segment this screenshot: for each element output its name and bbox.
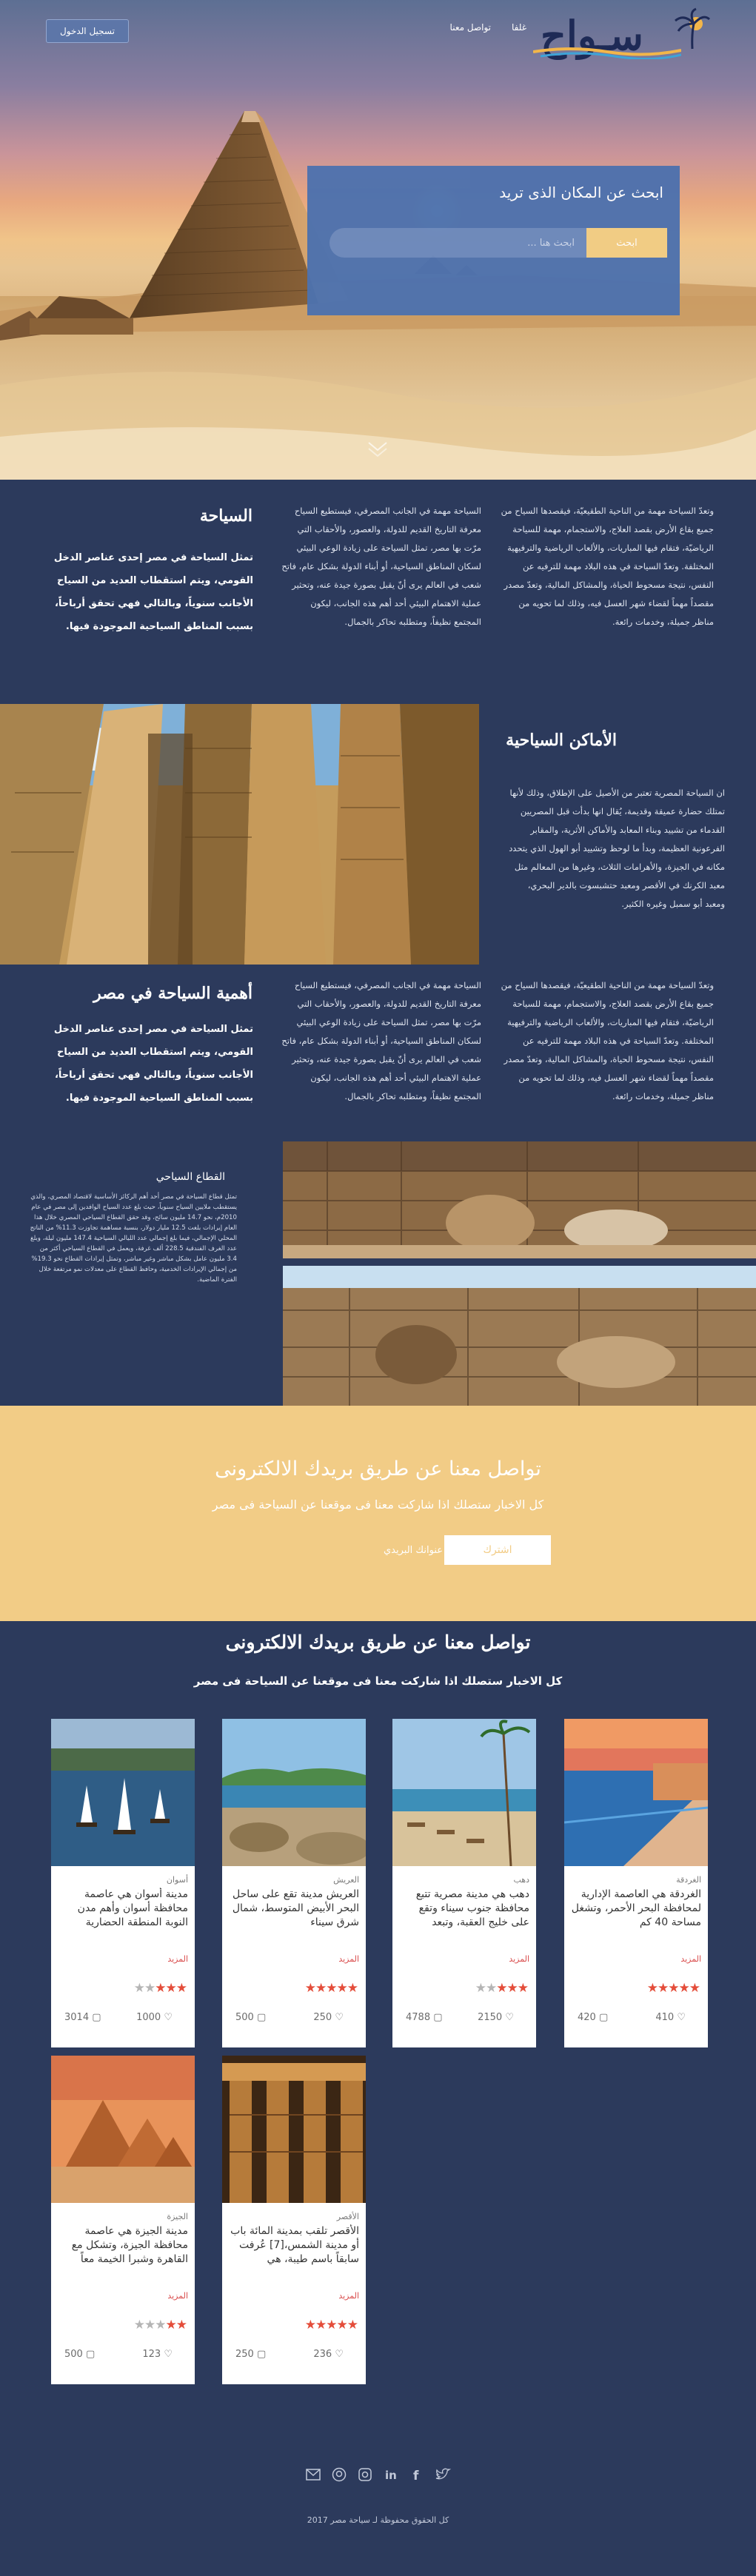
city-card[interactable] xyxy=(564,1719,708,2047)
views-count: 500 ▢ xyxy=(64,2349,96,2360)
importance-section xyxy=(0,965,756,1141)
copyright: كل الحقوق محفوظة لـ سياحة مصر 2017 xyxy=(307,2515,449,2525)
newsletter-section xyxy=(0,1406,756,1621)
search-title: ابحث عن المكان الذى تريد xyxy=(499,184,663,201)
city-name: العريش xyxy=(333,1875,359,1885)
likes-count: 236 ♡ xyxy=(313,2349,344,2360)
sector-text: تمثل قطاع السياحة في مصر أحد أهم الركائز الأساسية لاقتصاد المصري، والذي يستقطب ملايين السياح سنوياً، حيث بلغ عدد السياح الوافدين إلى مصر في عام 2010م، نحو 14.7 مليون سائح، وقد حقق القطاع السياحي المصري خلال هذا العام إيرادات بلغت 12.5 مليار دولار، بنسبة مساهمة تجاوزت 11.3% من الناتج المحلي الإجمالي، فيما بلغ إجمالي عدد الليالي السياحية 147.4 مليون ليلة، وبلغ عدد الغرف الفندقية 228.5 ألف غرفة، ويعمل في القطاع السياحي أكثر من 3.4 مليون عامل بشكل مباشر وغير مباشر، وتمثل إيرادات القطاع نحو 19.3% من إجمالي الإيرادات الخدمية، وحافظ القطاع على معدلات نمو مرتفعة خلال الفترة الماضية. xyxy=(30,1193,237,1284)
email-icon[interactable] xyxy=(305,2466,321,2483)
instagram-icon[interactable] xyxy=(357,2466,373,2483)
likes-count: 250 ♡ xyxy=(313,2012,344,2023)
star-filled-icon[interactable]: ★ xyxy=(315,1981,327,1996)
subscribe-button[interactable]: اشترك xyxy=(444,1535,551,1565)
views-count: 3014 ▢ xyxy=(64,2012,101,2023)
city-card[interactable] xyxy=(392,1719,536,2047)
city-name: الغردقة xyxy=(676,1875,701,1885)
more-link[interactable]: المزيد xyxy=(338,2291,359,2301)
search-input[interactable] xyxy=(330,228,586,258)
city-card[interactable] xyxy=(51,1719,195,2047)
star-filled-icon[interactable]: ★ xyxy=(658,1981,669,1996)
star-filled-icon[interactable]: ★ xyxy=(517,1981,528,1996)
palm-icon xyxy=(674,7,711,52)
star-filled-icon[interactable]: ★ xyxy=(155,1981,166,1996)
city-photo xyxy=(392,1719,536,1866)
star-filled-icon[interactable]: ★ xyxy=(304,1981,315,1996)
main-nav xyxy=(450,22,526,33)
star-filled-icon[interactable]: ★ xyxy=(326,1981,337,1996)
cities-title: تواصل معنا عن طريق بريدك الالكترونى xyxy=(225,1631,531,1653)
city-photo xyxy=(222,2056,366,2203)
email-field[interactable] xyxy=(351,1535,443,1565)
chevron-down-icon[interactable] xyxy=(366,438,389,460)
logo-wordmark: سـواح xyxy=(541,12,643,59)
places-section xyxy=(479,704,756,965)
rating-stars[interactable] xyxy=(134,1981,187,1996)
city-description: الغردقة هي العاصمة الإدارية لمحافظة البحر الأحمر، وتشغل مساحة 40 كم xyxy=(571,1888,701,1928)
star-filled-icon[interactable]: ★ xyxy=(678,1981,689,1996)
star-empty-icon[interactable]: ★ xyxy=(155,2318,166,2332)
social-links xyxy=(304,2466,452,2489)
hero-section xyxy=(0,0,756,480)
more-link[interactable]: المزيد xyxy=(167,2291,188,2301)
cities-subtitle: كل الاخبار ستصلك اذا شاركت معنا فى موقعنا عن السياحة فى مصر xyxy=(193,1674,563,1688)
places-text: ان السياحة المصرية تعتبر من الأصيل على الإطلاق، وذلك لأنها تمتلك حضارة عميقة وقديمة، يُقال انها بدأت قبل المصريين القدماء من تشييد وبناء المعابد والأماكن الأثرية، والمقابر الفرعونية العظيمة، وبدأ ما لوحظ وتشييد أبو الهول الذي يتحدد مكانه في الجيزة، والأهرامات الثلاث، وغيرها من المعالم مثل معبد الكرنك في الأقصر ومعبد حتشبسوت بالدير البحري، ومعبد أبو سمبل وغيره الكثير. xyxy=(509,788,725,909)
search-button[interactable]: ابحث xyxy=(586,228,667,258)
city-photo xyxy=(51,2056,195,2203)
star-filled-icon[interactable]: ★ xyxy=(506,1981,518,1996)
city-description: مدينة الجيزة هي عاصمة محافظة الجيزة، وتشكل مع القاهرة وشبرا الخيمة معاً xyxy=(71,2225,188,2265)
importance-lead: تمثل السياحة في مصر إحدى عناصر الدخل القومي، ويتم استقطاب العديد من السياح الأجانب سنوياً، وبالتالي فهي تحقق أرباحاً، بسبب المناطق السياحية الموجودة فيها. xyxy=(53,1024,253,1104)
star-empty-icon[interactable]: ★ xyxy=(133,2318,144,2332)
importance-text-right: وتعدّ السياحة مهمة من الناحية الطقيعيّة، فيقصدها السياح من جميع بقاع الأرض بقصد العلاج، والاستجمام، مهمة للسياحة الرياضيّة، فتقام فيها المباريات، والألعاب الرياضية والترفيهية المختلفة. وتعدّ السياحة في هذه البلاد مهمة للترفيه عن النفس، نتيجة مسحوط الحياة، والمشاكل المالية، وتعدّ مصدر مقصداً مهماً لقضاء شهر العسل فيه، وذلك لما تحويه من مناظر جميلة، وخدمات رائعة. xyxy=(501,980,714,1101)
city-description: العريش مدينة تقع على ساحل البحر الأبيض المتوسط، شمال شرق سيناء xyxy=(232,1888,359,1928)
twitter-icon[interactable] xyxy=(435,2466,451,2483)
city-card[interactable] xyxy=(222,1719,366,2047)
city-photo xyxy=(222,1719,366,1866)
city-name: الأقصر xyxy=(336,2212,359,2221)
star-filled-icon[interactable]: ★ xyxy=(646,1981,658,1996)
more-link[interactable]: المزيد xyxy=(167,1954,188,1964)
views-count: 4788 ▢ xyxy=(406,2012,443,2023)
star-filled-icon[interactable]: ★ xyxy=(347,1981,358,1996)
likes-count: 410 ♡ xyxy=(655,2012,686,2023)
more-link[interactable]: المزيد xyxy=(680,1954,701,1964)
city-description: مدينة أسوان هي عاصمة محافظة أسوان وأهم مدن النوبة المنطقة الحضارية xyxy=(77,1888,188,1928)
temple-columns-image xyxy=(0,704,479,965)
tourism-title: السياحة xyxy=(199,506,252,526)
places-title: الأماكن السياحية xyxy=(506,731,617,750)
rating-stars[interactable] xyxy=(305,2318,358,2332)
star-filled-icon[interactable]: ★ xyxy=(668,1981,679,1996)
star-filled-icon[interactable]: ★ xyxy=(315,2318,327,2332)
more-link[interactable]: المزيد xyxy=(509,1954,529,1964)
city-card[interactable] xyxy=(222,2056,366,2384)
star-filled-icon[interactable]: ★ xyxy=(175,1981,187,1996)
nav-item-contact[interactable]: تواصل معنا xyxy=(449,22,492,33)
star-filled-icon[interactable]: ★ xyxy=(165,1981,176,1996)
login-button[interactable]: تسجيل الدخول xyxy=(46,19,129,43)
search-panel xyxy=(307,166,680,315)
logo-wave xyxy=(533,46,681,59)
importance-title: أهمية السياحة في مصر xyxy=(93,984,252,1003)
star-filled-icon[interactable]: ★ xyxy=(326,2318,337,2332)
city-name: الجيزة xyxy=(167,2212,188,2221)
likes-count: 1000 ♡ xyxy=(136,2012,173,2023)
star-filled-icon[interactable]: ★ xyxy=(304,2318,315,2332)
star-filled-icon[interactable]: ★ xyxy=(336,1981,347,1996)
rating-stars[interactable] xyxy=(475,1981,528,1996)
nav-item-about[interactable]: غلفا xyxy=(512,22,526,33)
likes-count: 2150 ♡ xyxy=(478,2012,514,2023)
city-description: دهب هي مدينة مصرية تتبع محافظة جنوب سيناء وتقع على خليج العقبة، وتبعد xyxy=(415,1888,529,1928)
ruins-images xyxy=(283,1141,756,1406)
github-icon[interactable] xyxy=(331,2466,347,2483)
svg-text:in: in xyxy=(384,2469,397,2482)
star-filled-icon[interactable]: ★ xyxy=(347,2318,358,2332)
city-description: الأقصر تلقب بمدينة المائة باب أو مدينة الشمس،[7] عُرفت سابقاً باسم طيبة، هي xyxy=(230,2225,359,2265)
star-empty-icon[interactable]: ★ xyxy=(475,1981,486,1996)
rating-stars[interactable] xyxy=(134,2318,187,2332)
more-link[interactable]: المزيد xyxy=(338,1954,359,1964)
views-count: 500 ▢ xyxy=(235,2012,267,2023)
newsletter-title: تواصل معنا عن طريق بريدك الالكترونى xyxy=(215,1458,541,1480)
star-filled-icon[interactable]: ★ xyxy=(496,1981,507,1996)
star-empty-icon[interactable]: ★ xyxy=(144,1981,155,1996)
tourism-text-right: وتعدّ السياحة مهمة من الناحية الطقيعيّة، فيقصدها السياح من جميع بقاع الأرض بقصد العلاج، والاستجمام، مهمة للسياحة الرياضيّة، فتقام فيها المباريات، والألعاب الرياضية والترفيهية المختلفة. وتعدّ السياحة في هذه البلاد مهمة للترفيه عن النفس، نتيجة مسحوط الحياة، والمشاكل المالية، وتعدّ مصدر مقصداً مهماً لقضاء شهر العسل فيه، وذلك لما تحويه من مناظر جميلة، وخدمات رائعة. xyxy=(501,506,714,627)
linkedin-icon[interactable] xyxy=(383,2466,399,2483)
city-photo xyxy=(564,1719,708,1866)
rating-stars[interactable] xyxy=(305,1981,358,1996)
star-filled-icon[interactable]: ★ xyxy=(165,2318,176,2332)
newsletter-subtitle: كل الاخبار ستصلك اذا شاركت معنا فى موقعنا عن السياحة فى مصر xyxy=(212,1497,544,1512)
star-filled-icon[interactable]: ★ xyxy=(689,1981,700,1996)
svg-text:f: f xyxy=(412,2469,418,2482)
facebook-icon[interactable] xyxy=(409,2466,425,2483)
city-name: دهب xyxy=(513,1875,529,1885)
city-photo xyxy=(51,1719,195,1866)
rating-stars[interactable] xyxy=(647,1981,700,1996)
star-empty-icon[interactable]: ★ xyxy=(486,1981,497,1996)
star-empty-icon[interactable]: ★ xyxy=(144,2318,155,2332)
views-count: 250 ▢ xyxy=(235,2349,267,2360)
site-logo[interactable] xyxy=(533,7,711,64)
star-filled-icon[interactable]: ★ xyxy=(175,2318,187,2332)
tourism-sector-section xyxy=(0,1141,283,1406)
likes-count: 123 ♡ xyxy=(142,2349,173,2360)
city-card[interactable] xyxy=(51,2056,195,2384)
city-name: أسوان xyxy=(166,1875,188,1885)
importance-text-middle: السياحة مهمة في الجانب المصرفي، فيستطيع السياح معرفة التاريخ القديم للدولة، والعصور، والأحقاب التي مرّت بها مصر، تمثل السياحة على زيادة الوعي البيئي لسكان المناطق السياحية، أو أبناء الدولة بشكل عام، فاتح شعب في العالم يرى أنّ يقبل بصورة جيدة عنه، وتحثير عملية الاهتمام البيئي أحد أهم هذه الجانب، ليكون المجتمع نظيفاً، ومتطلبه تحاكر بالجمال. xyxy=(281,980,481,1101)
tourism-text-middle: السياحة مهمة في الجانب المصرفي، فيستطيع السياح معرفة التاريخ القديم للدولة، والعصور، والأحقاب التي مرّت بها مصر، تمثل السياحة على زيادة الوعي البيئي لسكان المناطق السياحية، أو أبناء الدولة بشكل عام، فاتح شعب في العالم يرى أنّ يقبل بصورة جيدة عنه، وتحثير عملية الاهتمام البيئي أحد أهم هذه الجانب، ليكون المجتمع نظيفاً، ومتطلبه تحاكر بالجمال. xyxy=(281,506,481,627)
star-empty-icon[interactable]: ★ xyxy=(133,1981,144,1996)
tourism-section xyxy=(0,480,756,704)
star-filled-icon[interactable]: ★ xyxy=(336,2318,347,2332)
sector-title: القطاع السياحي xyxy=(155,1171,225,1183)
views-count: 420 ▢ xyxy=(578,2012,609,2023)
tourism-lead: تمثل السياحة في مصر إحدى عناصر الدخل القومي، ويتم استقطاب العديد من السياح الأجانب سنوياً، وبالتالي فهي تحقق أرباحاً، بسبب المناطق السياحية الموجودة فيها. xyxy=(53,552,253,632)
